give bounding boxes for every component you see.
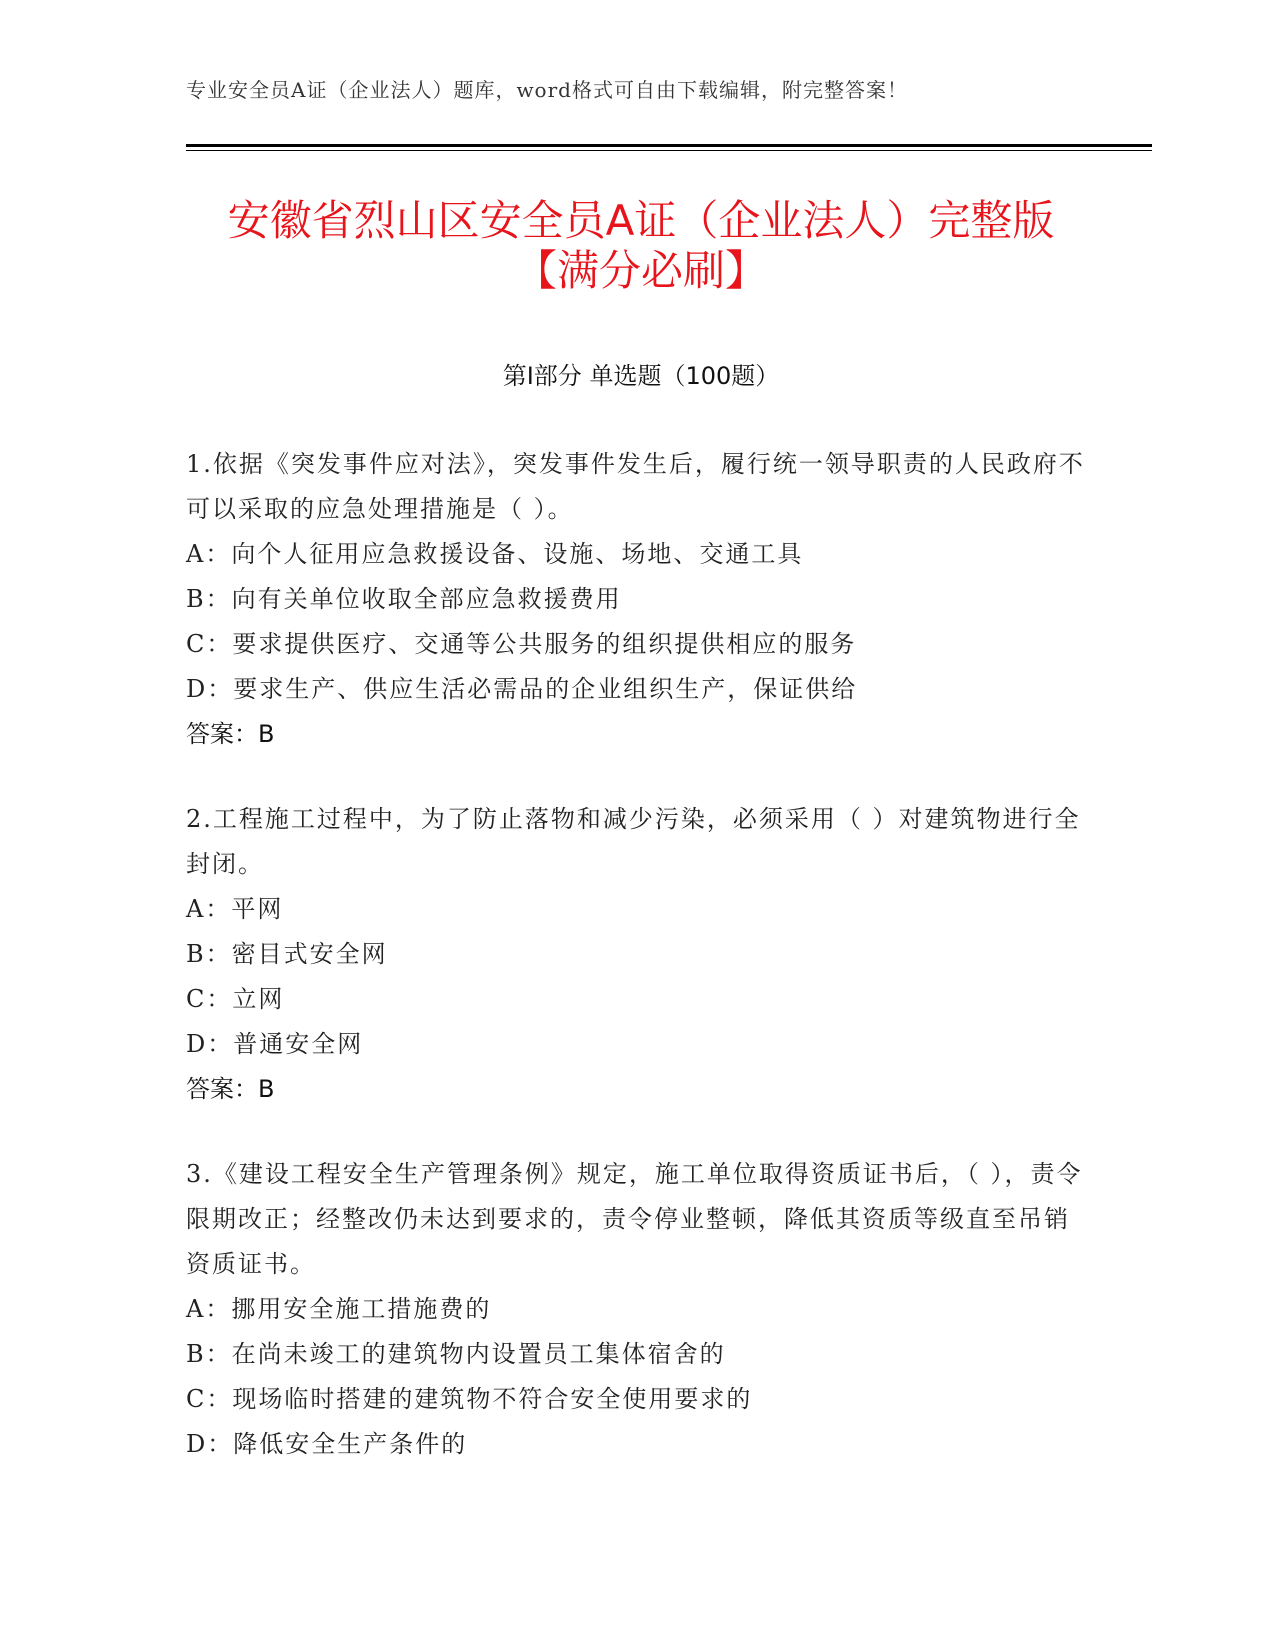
question-text: 2.工程施工过程中，为了防止落物和减少污染，必须采用（ ）对建筑物进行全封闭。 xyxy=(186,805,1081,878)
header-rule-thin xyxy=(186,150,1152,151)
answer-line: 答案：B xyxy=(186,720,275,748)
question-2 xyxy=(186,797,1086,1112)
question-list xyxy=(186,442,1086,1507)
option-b: B：向有关单位收取全部应急救援费用 xyxy=(186,585,622,613)
header-rule-thick xyxy=(186,144,1152,147)
question-text: 3.《建设工程安全生产管理条例》规定，施工单位取得资质证书后，（ ），责令限期改正；经整改仍未达到要求的，责令停业整顿，降低其资质等级直至吊销资质证书。 xyxy=(186,1160,1083,1278)
option-b: B：密目式安全网 xyxy=(186,940,388,968)
option-c: C：立网 xyxy=(186,985,285,1013)
option-a: A：挪用安全施工措施费的 xyxy=(186,1295,492,1323)
header-note: 专业安全员A证（企业法人）题库，word格式可自由下载编辑，附完整答案！ xyxy=(186,78,908,102)
option-a: A：向个人征用应急救援设备、设施、场地、交通工具 xyxy=(186,540,804,568)
option-a: A：平网 xyxy=(186,895,284,923)
question-1 xyxy=(186,442,1086,757)
document-title: 安徽省烈山区安全员A证（企业法人）完整版【满分必刷】 xyxy=(227,196,1055,295)
option-c: C：要求提供医疗、交通等公共服务的组织提供相应的服务 xyxy=(186,630,857,658)
option-d: D：普通安全网 xyxy=(186,1030,364,1058)
option-d: D：降低安全生产条件的 xyxy=(186,1430,468,1458)
option-b: B：在尚未竣工的建筑物内设置员工集体宿舍的 xyxy=(186,1340,726,1368)
question-3 xyxy=(186,1152,1086,1467)
option-d: D：要求生产、供应生活必需品的企业组织生产，保证供给 xyxy=(186,675,858,703)
option-c: C：现场临时搭建的建筑物不符合安全使用要求的 xyxy=(186,1385,753,1413)
section-heading: 第I部分 单选题（100题） xyxy=(502,362,780,390)
answer-line: 答案：B xyxy=(186,1075,275,1103)
question-text: 1.依据《突发事件应对法》，突发事件发生后，履行统一领导职责的人民政府不可以采取的应急处理措施是（ ）。 xyxy=(186,450,1085,523)
